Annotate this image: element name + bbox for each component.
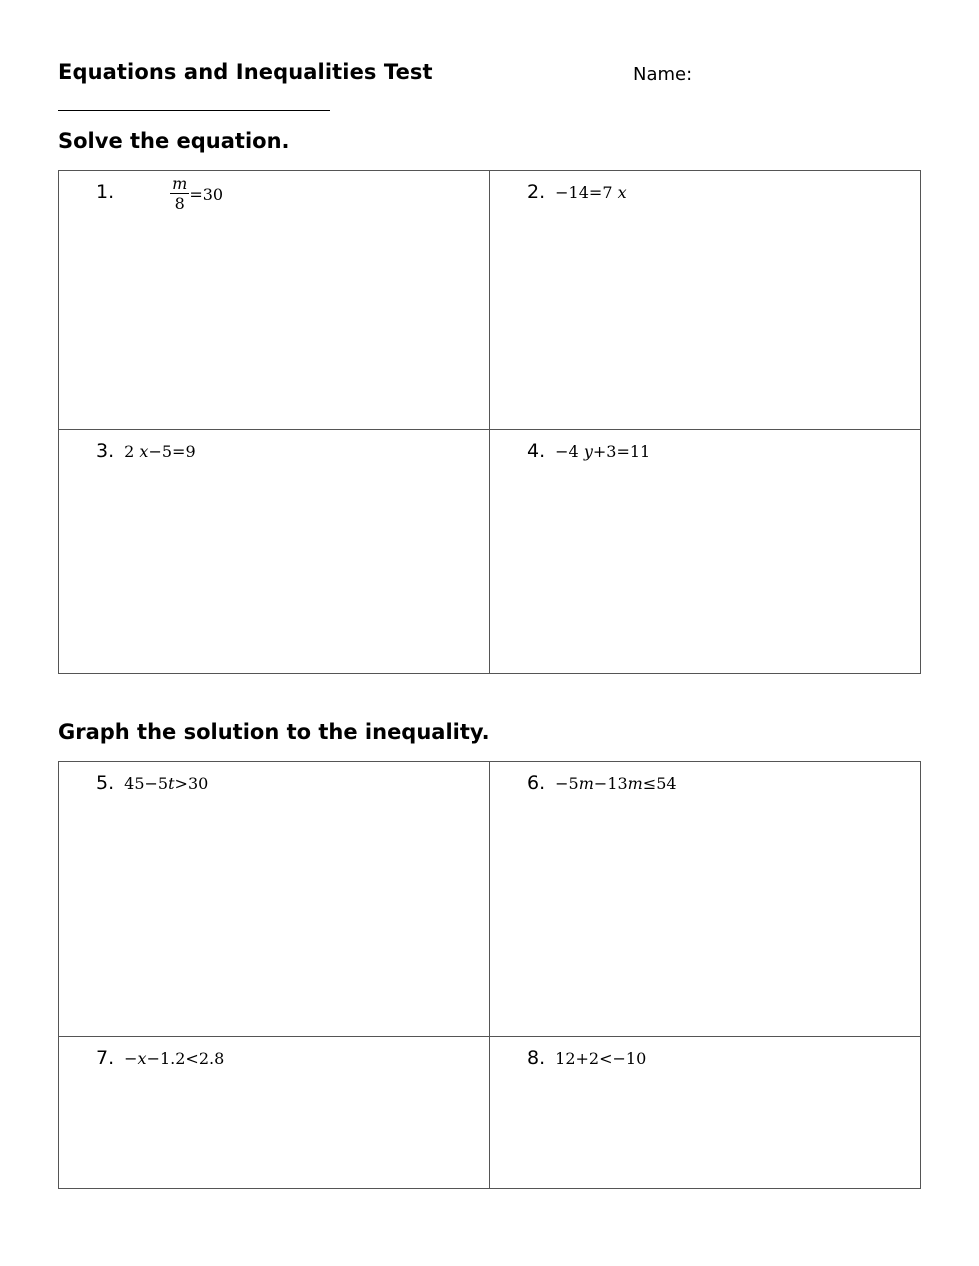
expr-part: −1.2<2.8 bbox=[146, 1049, 225, 1068]
problem-3 bbox=[96, 440, 196, 462]
variable: m bbox=[578, 774, 594, 793]
fraction bbox=[170, 175, 189, 214]
problem-cell-7 bbox=[59, 1037, 490, 1189]
problem-number: 3. bbox=[96, 440, 115, 462]
problem-2 bbox=[527, 181, 627, 203]
expr-part: >30 bbox=[174, 774, 209, 793]
variable: x bbox=[139, 442, 149, 461]
problem-6 bbox=[527, 772, 677, 794]
problem-4 bbox=[527, 440, 650, 462]
problem-cell-6 bbox=[490, 762, 921, 1037]
inequality-expression bbox=[124, 1049, 224, 1068]
expr-part: −5 bbox=[555, 774, 579, 793]
equation-expression bbox=[555, 183, 626, 202]
problem-7 bbox=[96, 1047, 224, 1069]
problem-number: 5. bbox=[96, 772, 115, 794]
problem-cell-1 bbox=[59, 171, 490, 430]
inequality-expression bbox=[555, 774, 676, 793]
variable: m bbox=[627, 774, 643, 793]
problem-number: 8. bbox=[527, 1047, 546, 1069]
equation-expression bbox=[170, 175, 223, 214]
variable: x bbox=[617, 183, 627, 202]
problem-number: 1. bbox=[96, 181, 115, 203]
problem-number: 7. bbox=[96, 1047, 115, 1069]
equation-expression bbox=[124, 442, 195, 461]
expr-part: −13 bbox=[593, 774, 628, 793]
expr-part: ≤54 bbox=[642, 774, 677, 793]
fraction-denominator: 8 bbox=[174, 194, 185, 213]
expr-part: −14=7 bbox=[555, 183, 613, 202]
expr-part: 2 bbox=[124, 442, 135, 461]
problem-cell-8 bbox=[490, 1037, 921, 1189]
problem-number: 6. bbox=[527, 772, 546, 794]
expr-part: −4 bbox=[555, 442, 579, 461]
name-label: Name: bbox=[633, 64, 693, 85]
problem-8 bbox=[527, 1047, 646, 1069]
name-blank-line bbox=[58, 110, 330, 111]
variable: t bbox=[168, 774, 175, 793]
variable: y bbox=[583, 442, 593, 461]
expr-part: 45−5 bbox=[124, 774, 169, 793]
expr-part: +3=11 bbox=[592, 442, 651, 461]
inequalities-table bbox=[58, 761, 921, 1189]
equation-expression bbox=[555, 442, 650, 461]
problem-5 bbox=[96, 772, 208, 794]
expr-part: − bbox=[124, 1049, 138, 1068]
problem-cell-4 bbox=[490, 430, 921, 674]
problem-cell-5 bbox=[59, 762, 490, 1037]
problem-cell-2 bbox=[490, 171, 921, 430]
equation-rest: =30 bbox=[189, 185, 224, 204]
section-heading-solve: Solve the equation. bbox=[58, 129, 290, 153]
problem-cell-3 bbox=[59, 430, 490, 674]
equations-table bbox=[58, 170, 921, 674]
fraction-numerator: m bbox=[172, 174, 188, 193]
inequality-expression bbox=[124, 774, 208, 793]
problem-1 bbox=[96, 174, 224, 214]
section-heading-graph: Graph the solution to the inequality. bbox=[58, 720, 490, 744]
test-title: Equations and Inequalities Test bbox=[58, 60, 433, 84]
expr-part: −5=9 bbox=[148, 442, 196, 461]
problem-number: 4. bbox=[527, 440, 546, 462]
variable: x bbox=[137, 1049, 147, 1068]
problem-number: 2. bbox=[527, 181, 546, 203]
inequality-expression: 12+2<−10 bbox=[555, 1049, 647, 1068]
